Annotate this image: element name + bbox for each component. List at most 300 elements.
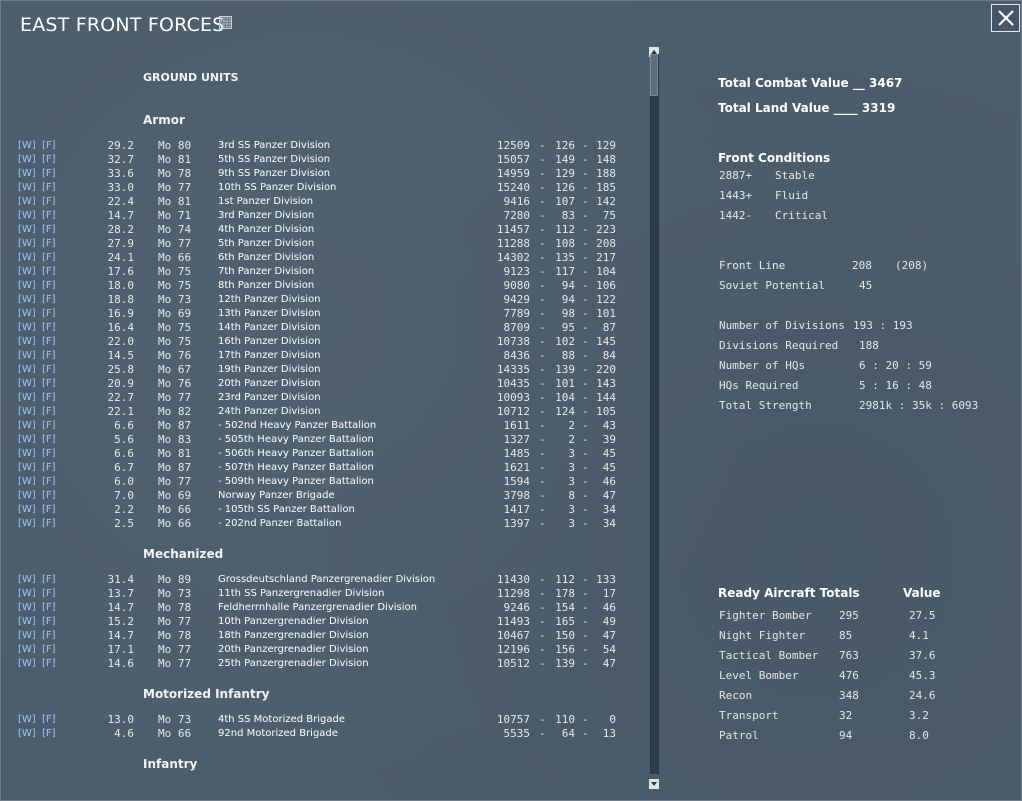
unit-row[interactable]: [0, 167, 640, 181]
unit-w-link[interactable]: [W]: [18, 462, 36, 473]
separator: -: [582, 503, 589, 516]
unit-f-link[interactable]: [F]: [42, 266, 56, 277]
vertical-scrollbar[interactable]: [649, 42, 659, 784]
unit-name[interactable]: 7th Panzer Division: [218, 266, 315, 277]
unit-f-link[interactable]: [F]: [42, 336, 56, 347]
separator: -: [582, 307, 589, 320]
unit-afv: 223: [596, 223, 616, 236]
unit-guns: 94: [561, 293, 575, 306]
unit-f-link[interactable]: [F]: [42, 714, 56, 725]
unit-f-link[interactable]: [F]: [42, 308, 56, 319]
unit-name[interactable]: 4th SS Motorized Brigade: [218, 714, 346, 725]
aircraft-title: Ready Aircraft Totals: [718, 586, 860, 600]
unit-w-link[interactable]: [W]: [18, 252, 36, 263]
unit-combat-value: 2.5: [114, 517, 134, 530]
separator: -: [539, 601, 546, 614]
unit-w-link[interactable]: [W]: [18, 266, 36, 277]
unit-f-link[interactable]: [F]: [42, 658, 56, 669]
unit-morale: Mo 76: [158, 377, 192, 390]
unit-row[interactable]: [0, 601, 640, 615]
unit-row[interactable]: [0, 335, 640, 349]
stat-label: Number of HQs: [719, 359, 806, 372]
unit-f-link[interactable]: [F]: [42, 504, 56, 515]
unit-men: 5535: [503, 727, 530, 740]
separator: -: [582, 335, 589, 348]
separator: -: [539, 503, 546, 516]
unit-row[interactable]: [0, 433, 640, 447]
unit-f-link[interactable]: [F]: [42, 406, 56, 417]
unit-combat-value: 28.2: [107, 223, 134, 236]
unit-name[interactable]: 20th Panzer Division: [218, 378, 321, 389]
unit-f-link[interactable]: [F]: [42, 350, 56, 361]
unit-row[interactable]: [0, 657, 640, 671]
unit-row[interactable]: [0, 573, 640, 587]
total-combat-value: Total Combat Value __ 3467: [718, 76, 903, 90]
unit-row[interactable]: [0, 629, 640, 643]
unit-morale: Mo 77: [158, 643, 192, 656]
unit-f-link[interactable]: [F]: [42, 574, 56, 585]
unit-morale: Mo 73: [158, 713, 192, 726]
unit-name[interactable]: Norway Panzer Brigade: [218, 490, 335, 501]
unit-name[interactable]: 14th Panzer Division: [218, 322, 321, 333]
separator: -: [539, 475, 546, 488]
aircraft-type: Transport: [719, 709, 779, 722]
unit-morale: Mo 75: [158, 279, 192, 292]
unit-w-link[interactable]: [W]: [18, 280, 36, 291]
unit-f-link[interactable]: [F]: [42, 182, 56, 193]
unit-men: 1594: [503, 475, 530, 488]
unit-guns: 3: [568, 447, 575, 460]
condition-threshold: 1442-: [719, 209, 753, 222]
unit-row[interactable]: [0, 489, 640, 503]
separator: -: [539, 363, 546, 376]
unit-afv: 45: [602, 447, 616, 460]
separator: -: [582, 727, 589, 740]
unit-morale: Mo 78: [158, 167, 192, 180]
unit-w-link[interactable]: [W]: [18, 364, 36, 375]
unit-row[interactable]: [0, 293, 640, 307]
unit-w-link[interactable]: [W]: [18, 168, 36, 179]
unit-afv: 13: [602, 727, 616, 740]
unit-w-link[interactable]: [W]: [18, 392, 36, 403]
unit-f-link[interactable]: [F]: [42, 476, 56, 487]
unit-w-link[interactable]: [W]: [18, 448, 36, 459]
unit-afv: 148: [596, 153, 616, 166]
unit-guns: 139: [555, 657, 575, 670]
unit-w-link[interactable]: [W]: [18, 728, 36, 739]
unit-w-link[interactable]: [W]: [18, 182, 36, 193]
unit-row[interactable]: [0, 139, 640, 153]
unit-guns: 104: [555, 391, 575, 404]
unit-afv: 144: [596, 391, 616, 404]
mechanized-heading: Mechanized: [143, 547, 224, 561]
unit-guns: 150: [555, 629, 575, 642]
unit-men: 1417: [503, 503, 530, 516]
unit-name[interactable]: 6th Panzer Division: [218, 252, 315, 263]
unit-row[interactable]: [0, 405, 640, 419]
unit-morale: Mo 78: [158, 629, 192, 642]
unit-w-link[interactable]: [W]: [18, 714, 36, 725]
unit-name[interactable]: 10th SS Panzer Division: [218, 182, 337, 193]
unit-row[interactable]: [0, 377, 640, 391]
unit-name[interactable]: - 202nd Panzer Battalion: [218, 518, 342, 529]
unit-w-link[interactable]: [W]: [18, 154, 36, 165]
unit-w-link[interactable]: [W]: [18, 336, 36, 347]
unit-afv: 105: [596, 405, 616, 418]
unit-guns: 8: [568, 489, 575, 502]
unit-men: 12196: [496, 643, 530, 656]
separator: -: [539, 587, 546, 600]
unit-morale: Mo 77: [158, 615, 192, 628]
unit-men: 10512: [496, 657, 530, 670]
unit-guns: 2: [568, 419, 575, 432]
unit-combat-value: 22.7: [107, 391, 134, 404]
unit-row[interactable]: [0, 195, 640, 209]
unit-morale: Mo 77: [158, 181, 192, 194]
unit-men: 9416: [503, 195, 530, 208]
aircraft-value-header: Value: [903, 586, 941, 600]
unit-row[interactable]: [0, 307, 640, 321]
separator: -: [539, 657, 546, 670]
unit-men: 10093: [496, 391, 530, 404]
unit-name[interactable]: 16th Panzer Division: [218, 336, 321, 347]
unit-w-link[interactable]: [W]: [18, 210, 36, 221]
unit-row[interactable]: [0, 461, 640, 475]
aircraft-type: Night Fighter: [719, 629, 806, 642]
separator: -: [539, 573, 546, 586]
armor-list: [0, 139, 640, 531]
unit-combat-value: 6.6: [114, 447, 134, 460]
unit-name[interactable]: 20th Panzergrenadier Division: [218, 644, 369, 655]
unit-w-link[interactable]: [W]: [18, 140, 36, 151]
unit-w-link[interactable]: [W]: [18, 406, 36, 417]
unit-name[interactable]: 92nd Motorized Brigade: [218, 728, 338, 739]
unit-f-link[interactable]: [F]: [42, 224, 56, 235]
unit-row[interactable]: [0, 321, 640, 335]
unit-men: 1611: [503, 419, 530, 432]
unit-f-link[interactable]: [F]: [42, 392, 56, 403]
unit-morale: Mo 73: [158, 587, 192, 600]
unit-f-link[interactable]: [F]: [42, 602, 56, 613]
unit-w-link[interactable]: [W]: [18, 574, 36, 585]
grid-icon[interactable]: [219, 16, 232, 29]
unit-f-link[interactable]: [F]: [42, 154, 56, 165]
unit-f-link[interactable]: [F]: [42, 588, 56, 599]
unit-row[interactable]: [0, 391, 640, 405]
unit-f-link[interactable]: [F]: [42, 448, 56, 459]
unit-guns: 112: [555, 223, 575, 236]
unit-morale: Mo 66: [158, 727, 192, 740]
unit-name[interactable]: - 105th SS Panzer Battalion: [218, 504, 355, 515]
unit-row[interactable]: [0, 209, 640, 223]
unit-morale: Mo 81: [158, 195, 192, 208]
unit-guns: 94: [561, 279, 575, 292]
unit-afv: 47: [602, 629, 616, 642]
unit-f-link[interactable]: [F]: [42, 196, 56, 207]
unit-men: 12509: [496, 139, 530, 152]
scroll-track[interactable]: [650, 54, 659, 774]
unit-f-link[interactable]: [F]: [42, 462, 56, 473]
unit-combat-value: 31.4: [107, 573, 134, 586]
unit-f-link[interactable]: [F]: [42, 280, 56, 291]
unit-men: 11457: [496, 223, 530, 236]
unit-guns: 3: [568, 475, 575, 488]
unit-morale: Mo 66: [158, 517, 192, 530]
unit-men: 11298: [496, 587, 530, 600]
unit-w-link[interactable]: [W]: [18, 476, 36, 487]
unit-w-link[interactable]: [W]: [18, 196, 36, 207]
separator: -: [539, 377, 546, 390]
unit-w-link[interactable]: [W]: [18, 308, 36, 319]
unit-name[interactable]: 12th Panzer Division: [218, 294, 321, 305]
unit-men: 1397: [503, 517, 530, 530]
unit-w-link[interactable]: [W]: [18, 420, 36, 431]
unit-afv: 185: [596, 181, 616, 194]
unit-afv: 47: [602, 489, 616, 502]
unit-w-link[interactable]: [W]: [18, 350, 36, 361]
unit-men: 9123: [503, 265, 530, 278]
unit-w-link[interactable]: [W]: [18, 322, 36, 333]
aircraft-value: 4.1: [909, 629, 929, 642]
unit-name[interactable]: 1st Panzer Division: [218, 196, 314, 207]
unit-afv: 133: [596, 573, 616, 586]
unit-f-link[interactable]: [F]: [42, 294, 56, 305]
unit-name[interactable]: 24th Panzer Division: [218, 406, 321, 417]
unit-name[interactable]: - 509th Heavy Panzer Battalion: [218, 476, 374, 487]
separator: -: [582, 363, 589, 376]
unit-row[interactable]: [0, 265, 640, 279]
unit-morale: Mo 77: [158, 475, 192, 488]
unit-combat-value: 27.9: [107, 237, 134, 250]
unit-f-link[interactable]: [F]: [42, 168, 56, 179]
separator: -: [582, 573, 589, 586]
unit-row[interactable]: [0, 153, 640, 167]
unit-row[interactable]: [0, 503, 640, 517]
separator: -: [582, 629, 589, 642]
separator: -: [582, 657, 589, 670]
unit-f-link[interactable]: [F]: [42, 728, 56, 739]
unit-f-link[interactable]: [F]: [42, 518, 56, 529]
unit-w-link[interactable]: [W]: [18, 294, 36, 305]
unit-men: 7280: [503, 209, 530, 222]
unit-row[interactable]: [0, 279, 640, 293]
unit-combat-value: 14.5: [107, 349, 134, 362]
unit-name[interactable]: 5th SS Panzer Division: [218, 154, 331, 165]
unit-row[interactable]: [0, 447, 640, 461]
separator: -: [582, 265, 589, 278]
unit-name[interactable]: - 502nd Heavy Panzer Battalion: [218, 420, 377, 431]
aircraft-type: Patrol: [719, 729, 759, 742]
unit-row[interactable]: [0, 643, 640, 657]
unit-f-link[interactable]: [F]: [42, 238, 56, 249]
separator: -: [582, 139, 589, 152]
unit-men: 14335: [496, 363, 530, 376]
unit-name[interactable]: 23rd Panzer Division: [218, 392, 321, 403]
unit-guns: 135: [555, 251, 575, 264]
unit-name[interactable]: 10th Panzergrenadier Division: [218, 616, 369, 627]
unit-f-link[interactable]: [F]: [42, 434, 56, 445]
unit-name[interactable]: 25th Panzergrenadier Division: [218, 658, 369, 669]
unit-men: 9429: [503, 293, 530, 306]
unit-combat-value: 33.6: [107, 167, 134, 180]
unit-afv: 104: [596, 265, 616, 278]
unit-afv: 49: [602, 615, 616, 628]
unit-w-link[interactable]: [W]: [18, 658, 36, 669]
unit-f-link[interactable]: [F]: [42, 420, 56, 431]
unit-w-link[interactable]: [W]: [18, 504, 36, 515]
unit-men: 15057: [496, 153, 530, 166]
aircraft-type: Level Bomber: [719, 669, 799, 682]
unit-combat-value: 25.8: [107, 363, 134, 376]
separator: -: [582, 615, 589, 628]
unit-row[interactable]: [0, 181, 640, 195]
unit-f-link[interactable]: [F]: [42, 630, 56, 641]
separator: -: [539, 629, 546, 642]
unit-name[interactable]: - 505th Heavy Panzer Battalion: [218, 434, 374, 445]
unit-morale: Mo 81: [158, 153, 192, 166]
separator: -: [582, 447, 589, 460]
separator: -: [539, 461, 546, 474]
stat-label: Divisions Required: [719, 339, 839, 352]
unit-combat-value: 14.7: [107, 209, 134, 222]
separator: -: [582, 713, 589, 726]
unit-men: 11288: [496, 237, 530, 250]
unit-men: 3798: [503, 489, 530, 502]
aircraft-count: 476: [839, 669, 859, 682]
unit-f-link[interactable]: [F]: [42, 490, 56, 501]
unit-afv: 101: [596, 307, 616, 320]
unit-guns: 98: [561, 307, 575, 320]
motorized-heading: Motorized Infantry: [143, 687, 270, 701]
close-button[interactable]: [991, 4, 1020, 32]
unit-row[interactable]: [0, 713, 640, 727]
unit-w-link[interactable]: [W]: [18, 434, 36, 445]
unit-row[interactable]: [0, 587, 640, 601]
unit-afv: 54: [602, 643, 616, 656]
aircraft-value: 27.5: [909, 609, 936, 622]
scroll-thumb[interactable]: [650, 54, 658, 96]
unit-afv: 43: [602, 419, 616, 432]
unit-f-link[interactable]: [F]: [42, 210, 56, 221]
unit-combat-value: 16.9: [107, 307, 134, 320]
unit-afv: 87: [602, 321, 616, 334]
separator: -: [539, 293, 546, 306]
unit-name[interactable]: - 507th Heavy Panzer Battalion: [218, 462, 374, 473]
aircraft-count: 85: [839, 629, 853, 642]
unit-combat-value: 24.1: [107, 251, 134, 264]
unit-morale: Mo 81: [158, 447, 192, 460]
unit-combat-value: 17.1: [107, 643, 134, 656]
unit-row[interactable]: [0, 727, 640, 741]
unit-f-link[interactable]: [F]: [42, 616, 56, 627]
unit-name[interactable]: 3rd SS Panzer Division: [218, 140, 331, 151]
separator: -: [582, 167, 589, 180]
unit-w-link[interactable]: [W]: [18, 490, 36, 501]
unit-men: 8436: [503, 349, 530, 362]
unit-afv: 208: [596, 237, 616, 250]
unit-men: 1327: [503, 433, 530, 446]
unit-w-link[interactable]: [W]: [18, 518, 36, 529]
unit-w-link[interactable]: [W]: [18, 602, 36, 613]
unit-name[interactable]: 3rd Panzer Division: [218, 210, 315, 221]
unit-morale: Mo 74: [158, 223, 192, 236]
unit-w-link[interactable]: [W]: [18, 644, 36, 655]
separator: -: [582, 293, 589, 306]
unit-f-link[interactable]: [F]: [42, 644, 56, 655]
aircraft-value: 45.3: [909, 669, 936, 682]
mechanized-list: [0, 573, 640, 671]
unit-name[interactable]: 19th Panzer Division: [218, 364, 321, 375]
unit-row[interactable]: [0, 475, 640, 489]
unit-name[interactable]: 18th Panzergrenadier Division: [218, 630, 369, 641]
unit-combat-value: 20.9: [107, 377, 134, 390]
scroll-up-arrow-icon[interactable]: [649, 42, 659, 52]
unit-name[interactable]: 4th Panzer Division: [218, 224, 315, 235]
aircraft-type: Fighter Bomber: [719, 609, 812, 622]
unit-w-link[interactable]: [W]: [18, 630, 36, 641]
unit-f-link[interactable]: [F]: [42, 378, 56, 389]
unit-f-link[interactable]: [F]: [42, 252, 56, 263]
unit-morale: Mo 69: [158, 489, 192, 502]
separator: -: [582, 237, 589, 250]
unit-afv: 122: [596, 293, 616, 306]
unit-combat-value: 15.2: [107, 615, 134, 628]
separator: -: [582, 475, 589, 488]
aircraft-type: Recon: [719, 689, 753, 702]
unit-f-link[interactable]: [F]: [42, 322, 56, 333]
unit-name[interactable]: 11th SS Panzergrenadier Division: [218, 588, 385, 599]
unit-name[interactable]: 8th Panzer Division: [218, 280, 315, 291]
unit-name[interactable]: 13th Panzer Division: [218, 308, 321, 319]
unit-f-link[interactable]: [F]: [42, 364, 56, 375]
unit-row[interactable]: [0, 419, 640, 433]
unit-guns: 154: [555, 601, 575, 614]
separator: -: [582, 377, 589, 390]
unit-name[interactable]: - 506th Heavy Panzer Battalion: [218, 448, 374, 459]
unit-f-link[interactable]: [F]: [42, 140, 56, 151]
unit-row[interactable]: [0, 251, 640, 265]
unit-guns: 178: [555, 587, 575, 600]
unit-w-link[interactable]: [W]: [18, 588, 36, 599]
scroll-down-arrow-icon[interactable]: [649, 774, 659, 784]
unit-morale: Mo 77: [158, 657, 192, 670]
unit-morale: Mo 87: [158, 419, 192, 432]
aircraft-count: 348: [839, 689, 859, 702]
unit-name[interactable]: 5th Panzer Division: [218, 238, 315, 249]
unit-name[interactable]: Feldherrnhalle Panzergrenadier Division: [218, 602, 417, 613]
unit-guns: 83: [561, 209, 575, 222]
unit-row[interactable]: [0, 363, 640, 377]
unit-row[interactable]: [0, 349, 640, 363]
unit-w-link[interactable]: [W]: [18, 378, 36, 389]
separator: -: [539, 321, 546, 334]
unit-morale: Mo 73: [158, 293, 192, 306]
unit-row[interactable]: [0, 223, 640, 237]
unit-name[interactable]: 17th Panzer Division: [218, 350, 321, 361]
unit-w-link[interactable]: [W]: [18, 238, 36, 249]
unit-row[interactable]: [0, 237, 640, 251]
unit-name[interactable]: 9th SS Panzer Division: [218, 168, 331, 179]
unit-row[interactable]: [0, 517, 640, 531]
separator: -: [539, 209, 546, 222]
unit-w-link[interactable]: [W]: [18, 616, 36, 627]
unit-combat-value: 14.7: [107, 601, 134, 614]
front-line-value: 208: [852, 259, 872, 272]
unit-w-link[interactable]: [W]: [18, 224, 36, 235]
unit-row[interactable]: [0, 615, 640, 629]
unit-morale: Mo 71: [158, 209, 192, 222]
unit-name[interactable]: Grossdeutschland Panzergrenadier Division: [218, 574, 436, 585]
